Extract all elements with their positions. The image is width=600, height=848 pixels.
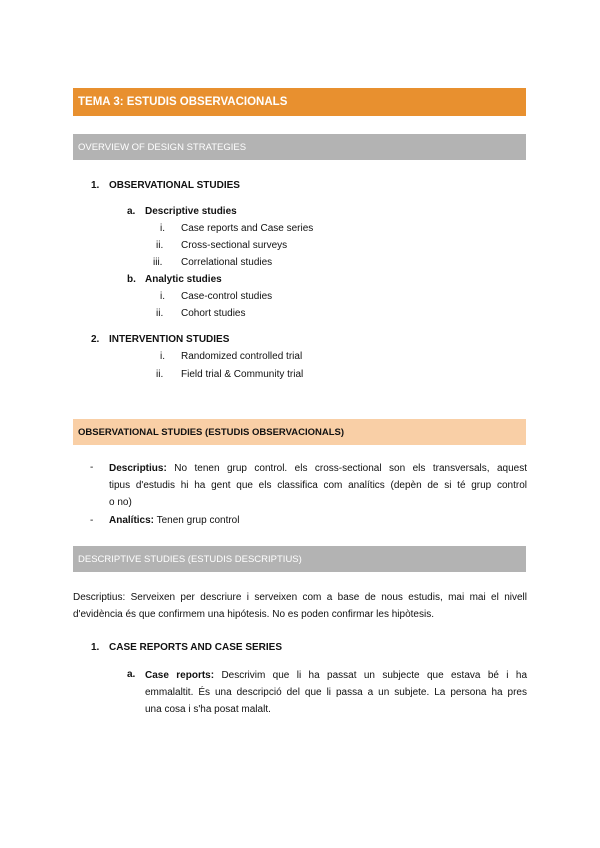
list-heading-observational: OBSERVATIONAL STUDIES [109, 180, 240, 191]
list-item: Case reports and Case series [181, 223, 314, 234]
list-number: 1. [91, 642, 100, 653]
list-roman: i. [160, 223, 165, 234]
list-subheading-analytic: Analytic studies [145, 274, 222, 285]
bullet-text: una cosa i s'ha posat malalt. [145, 704, 271, 715]
list-number: 1. [91, 180, 100, 191]
list-roman: i. [160, 291, 165, 302]
bullet-dash: - [90, 462, 94, 473]
bullet-descriptius [109, 460, 527, 511]
list-roman: ii. [156, 308, 164, 319]
section-heading-descriptive: DESCRIPTIVE STUDIES (ESTUDIS DESCRIPTIUS) [73, 546, 526, 572]
bullet-term: Analítics: [109, 515, 155, 526]
section-heading-overview: OVERVIEW OF DESIGN STRATEGIES [73, 134, 526, 160]
list-heading-case-reports: CASE REPORTS AND CASE SERIES [109, 642, 282, 653]
section-heading-observational: OBSERVATIONAL STUDIES (ESTUDIS OBSERVACIONALS) [73, 419, 526, 445]
list-roman: iii. [153, 257, 163, 268]
bullet-text: Descrivim que li ha passat un subjecte que estava bé i ha [221, 670, 528, 681]
list-roman: ii. [156, 240, 164, 251]
case-reports-text [145, 667, 527, 718]
list-roman: ii. [156, 369, 164, 380]
list-marker: a. [127, 669, 136, 680]
bullet-dash: - [90, 515, 94, 526]
list-item: Cohort studies [181, 308, 246, 319]
list-subheading-descriptive: Descriptive studies [145, 206, 237, 217]
bullet-term: Case reports: [145, 670, 215, 681]
list-roman: i. [160, 351, 165, 362]
bullet-text: emmalaltit. És una descripció del que li passa a un subjete. La persona ha pres [145, 687, 527, 698]
bullet-analitics [109, 515, 239, 527]
descriptive-paragraph [73, 589, 527, 623]
bullet-text: No tenen grup control. els cross-sectional son els transversals, aquest [174, 463, 527, 474]
list-marker: b. [127, 274, 136, 285]
bullet-term: Descriptius: [109, 463, 167, 474]
bullet-text: Tenen grup control [156, 515, 240, 526]
bullet-text: tipus d'estudis hi ha gent que els classifica com analítics (depèn de si té grup control [109, 480, 527, 491]
bullet-text: o no) [109, 497, 132, 508]
list-item: Case-control studies [181, 291, 273, 302]
list-number: 2. [91, 334, 100, 345]
paragraph-line: Descriptius: Serveixen per descriure i serveixen com a base de nous estudis, mai mai el nivell [73, 592, 527, 603]
list-item: Randomized controlled trial [181, 351, 303, 362]
list-marker: a. [127, 206, 136, 217]
list-item: Field trial & Community trial [181, 369, 304, 380]
paragraph-line: d'evidència és que confirmem una hipótesis. No es poden confirmar les hipòtesis. [73, 609, 434, 620]
list-heading-intervention: INTERVENTION STUDIES [109, 334, 230, 345]
page-title: TEMA 3: ESTUDIS OBSERVACIONALS [73, 88, 526, 116]
list-item: Cross-sectional surveys [181, 240, 288, 251]
list-item: Correlational studies [181, 257, 273, 268]
